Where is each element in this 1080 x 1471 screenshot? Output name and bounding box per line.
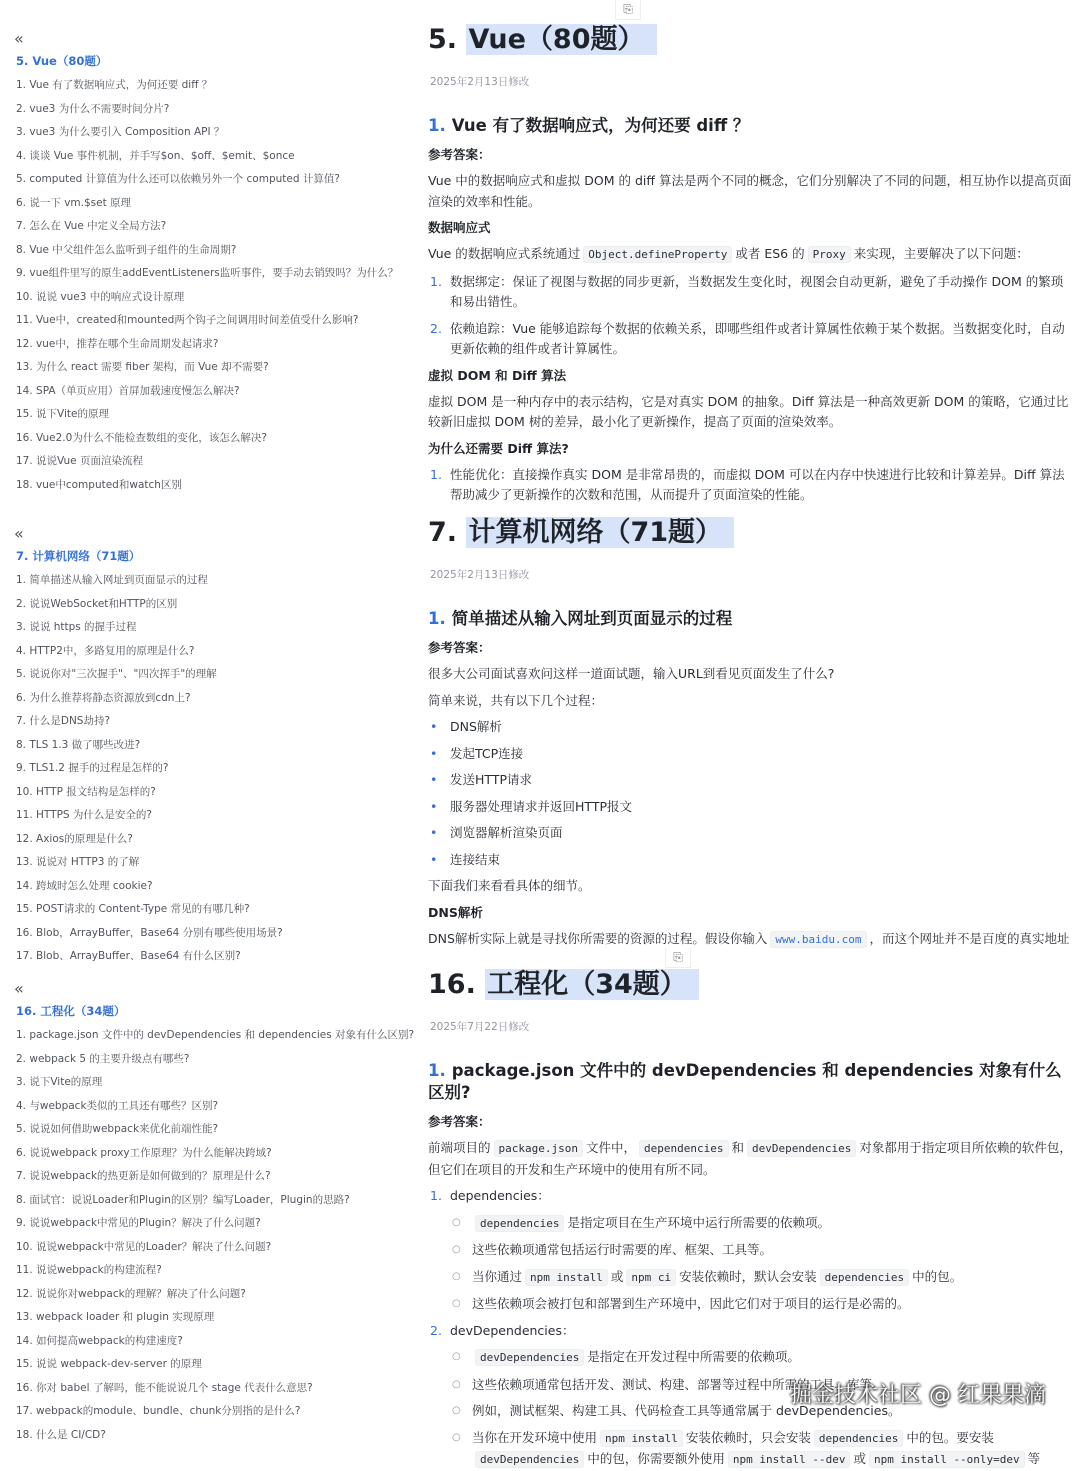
text-segment: 连接结束 (450, 851, 501, 867)
sidebar-item[interactable]: 13. webpack loader 和 plugin 实现原理 (16, 1311, 215, 1323)
section-number: 16. (428, 969, 486, 1000)
copy-link-icon[interactable]: ⎘ (665, 948, 691, 968)
sidebar-item[interactable]: 5. computed 计算值为什么还可以依赖另外一个 computed 计算值? (16, 173, 340, 185)
sidebar-item[interactable]: 17. 说说Vue 页面渲染流程 (16, 455, 143, 467)
sidebar-item[interactable]: 9. TLS1.2 握手的过程是怎样的? (16, 762, 169, 774)
text-segment: dependencies： (450, 1188, 550, 1203)
sidebar-item[interactable]: 12. vue中，推荐在哪个生命周期发起请求? (16, 337, 219, 350)
sidebar-section-title[interactable]: 16. 工程化（34题） (16, 1004, 126, 1018)
text-segment: 这些依赖项会被打包和部署到生产环境中，因此它们对于项目的运行是必需的。 (472, 1296, 910, 1311)
paragraph (428, 244, 1074, 266)
text-segment: 这些依赖项通常包括开发、测试、构建、部署等过程中所需的工具、库等。 (472, 1376, 885, 1392)
inline-code: Proxy (808, 246, 851, 263)
sidebar-item[interactable]: 15. 说说 webpack-dev-server 的原理 (16, 1358, 202, 1370)
bullet-icon: • (430, 851, 438, 867)
sidebar-item[interactable]: 4. 谈谈 Vue 事件机制，并手写$on、$off、$emit、$once (16, 149, 295, 162)
list-item (428, 465, 1074, 506)
inline-code: package.json (494, 1140, 583, 1157)
sidebar-item[interactable]: 18. 什么是 CI/CD? (16, 1428, 106, 1441)
section-title-text: Vue（80题） (466, 24, 656, 55)
sidebar-section (0, 30, 400, 500)
section-title-text: 计算机网络（71题） (466, 517, 734, 548)
sidebar-item[interactable]: 4. HTTP2中，多路复用的原理是什么? (16, 644, 195, 657)
doc-section (428, 955, 1074, 1466)
text-segment: 中的包。要安装 (906, 1429, 994, 1445)
list-item (428, 717, 1074, 738)
sidebar-item[interactable]: 10. HTTP 报文结构是怎样的? (16, 785, 156, 798)
bullet-icon: • (430, 745, 438, 761)
list-item (428, 1267, 1074, 1289)
paragraph (428, 392, 1074, 433)
subheading: 为什么还需要 Diff 算法? (428, 440, 569, 456)
text-segment: 这些依赖项通常包括运行时需要的库、框架、工具等。 (472, 1242, 773, 1257)
sidebar-item[interactable]: 2. webpack 5 的主要升级点有哪些? (16, 1052, 190, 1065)
text-segment: Vue 中的数据响应式和虚拟 DOM 的 diff 算法是两个不同的概念，它们分别解决了不同的问题，相互协作以提高页面渲染的效率和性能。 (428, 173, 1072, 209)
modified-date: 2025年2月13日修改 (430, 76, 530, 88)
circle-bullet-icon: ○ (452, 1244, 461, 1255)
sidebar-section (0, 524, 400, 962)
text-segment: 当你在开发环境中使用 (472, 1429, 598, 1445)
inline-code: devDependencies (475, 1451, 584, 1468)
collapse-icon[interactable]: « (14, 524, 24, 543)
sidebar-item[interactable]: 5. 说说你对"三次握手"、"四次挥手"的理解 (16, 668, 217, 680)
sidebar-item[interactable]: 1. package.json 文件中的 devDependencies 和 dependencies 对象有什么区别? (16, 1029, 415, 1041)
text-segment: 发送HTTP请求 (450, 772, 532, 787)
text-segment: 或者 ES6 的 (735, 246, 805, 261)
list-item (428, 1428, 1074, 1471)
text-segment: devDependencies： (450, 1322, 575, 1338)
list-item (428, 1213, 1074, 1235)
list-number: 1. (430, 273, 442, 289)
sidebar-item[interactable]: 6. 说一下 vm.$set 原理 (16, 196, 132, 209)
answer-label: 参考答案： (428, 640, 491, 655)
sidebar-item[interactable]: 17. webpack的module、bundle、chunk分别指的是什么? (16, 1405, 301, 1417)
question-title (428, 115, 1074, 137)
text-segment: 或 (610, 1268, 624, 1284)
text-segment: 当你通过 (472, 1268, 523, 1284)
sidebar-item[interactable]: 6. 说说webpack proxy工作原理？为什么能解决跨域? (16, 1146, 272, 1159)
question-title (428, 608, 1074, 630)
text-segment: 中的包，你需要额外使用 (587, 1451, 725, 1466)
text-segment: 前端项目的 (428, 1140, 491, 1155)
subheading: 数据响应式 (428, 220, 491, 235)
list-number: 2. (430, 1322, 442, 1338)
section-title (428, 513, 734, 553)
inline-code: devDependencies (475, 1349, 584, 1366)
circle-bullet-icon: ○ (452, 1351, 461, 1362)
sidebar-item[interactable]: 17. Blob、ArrayBuffer、Base64 有什么区别? (16, 950, 241, 962)
question-title (428, 1060, 1074, 1104)
inline-code: npm install (525, 1269, 608, 1286)
text-segment: DNS解析实际上就是寻找你所需要的资源的过程。假设你输入 (428, 930, 768, 946)
answer-label: 参考答案： (428, 147, 491, 162)
list-number: 2. (430, 320, 442, 336)
section-number: 5. (428, 24, 467, 55)
text-segment: 是指定在开发过程中所需要的依赖项。 (587, 1349, 800, 1364)
text-segment: 浏览器解析渲染页面 (450, 825, 563, 840)
sidebar-item[interactable]: 15. POST请求的 Content-Type 常见的有哪几种? (16, 903, 250, 915)
list-item (428, 1186, 1074, 1207)
sidebar-section-title[interactable]: 5. Vue（80题） (16, 54, 108, 68)
sidebar-item[interactable]: 2. vue3 为什么不需要时间分片? (16, 102, 170, 115)
text-segment: 虚拟 DOM 是一种内存中的表示结构，它是对真实 DOM 的抽象。Diff 算法是一种高效更新 DOM 的策略，它通过比较新旧虚拟 DOM 树的差异，最小化了更新操作，提高了页面的渲染效率。 (428, 393, 1069, 429)
list-item (428, 797, 1074, 818)
sidebar-item[interactable]: 15. 说下Vite的原理 (16, 408, 109, 420)
sidebar-item[interactable]: 16. 你对 babel 了解吗，能不能说说几个 stage 代表什么意思? (16, 1381, 313, 1394)
inline-code: dependencies (820, 1269, 909, 1286)
sidebar-item[interactable]: 1. 简单描述从输入网址到页面显示的过程 (16, 574, 208, 586)
sidebar-item[interactable]: 14. SPA（单页应用）首屏加载速度慢怎么解决? (16, 384, 240, 397)
sidebar-item[interactable]: 4. 与webpack类似的工具还有哪些？区别? (16, 1099, 219, 1112)
doc-section (428, 0, 1074, 502)
list-item (428, 770, 1074, 791)
text-segment: 服务器处理请求并返回HTTP报文 (450, 798, 632, 814)
paragraph (428, 171, 1074, 212)
circle-bullet-icon: ○ (452, 1270, 461, 1282)
sidebar-item[interactable]: 16. Blob，ArrayBuffer，Base64 分别有哪些使用场景? (16, 926, 283, 939)
list-number: 1. (430, 466, 442, 482)
inline-code: npm ci (626, 1269, 676, 1286)
inline-code: npm install --dev (728, 1451, 851, 1468)
subheading: DNS解析 (428, 904, 483, 920)
list-item (428, 744, 1074, 765)
sidebar-item[interactable]: 14. 如何提高webpack的构建速度? (16, 1334, 183, 1347)
sidebar-item[interactable]: 8. TLS 1.3 做了哪些改进? (16, 738, 141, 751)
sidebar-item[interactable]: 12. 说说你对webpack的理解？解决了什么问题? (16, 1287, 246, 1300)
question-number: 1. (428, 116, 446, 135)
collapse-icon[interactable]: « (14, 29, 24, 48)
inline-code: devDependencies (747, 1140, 856, 1157)
inline-code: Object.defineProperty (583, 246, 732, 263)
circle-bullet-icon: ○ (452, 1298, 461, 1309)
inline-code: npm install (600, 1430, 683, 1447)
paragraph (428, 1138, 1074, 1180)
list-item (428, 850, 1074, 871)
sidebar-section (0, 979, 415, 1443)
text-segment: 例如，测试框架、构建工具、代码检查工具等通常属于 devDependencies。 (472, 1403, 901, 1418)
sidebar-item[interactable]: 9. 说说webpack中常见的Plugin？解决了什么问题? (16, 1217, 261, 1229)
text-segment: 下面我们来看看具体的细节。 (428, 878, 591, 893)
question-text: 简单描述从输入网址到页面显示的过程 (451, 609, 733, 628)
circle-bullet-icon: ○ (452, 1216, 461, 1228)
sidebar-item[interactable]: 12. Axios的原理是什么? (16, 832, 133, 845)
text-segment: 依赖追踪：Vue 能够追踪每个数据的依赖关系，即哪些组件或者计算属性依赖于某个数据。当数据变化时，自动更新依赖的组件或者计算属性。 (450, 320, 1065, 356)
answer-label: 参考答案： (428, 1114, 491, 1129)
sidebar-item[interactable]: 18. vue中computed和watch区别 (16, 478, 182, 491)
section-number: 7. (428, 517, 467, 548)
paragraph (428, 664, 1074, 685)
sidebar-item[interactable]: 13. 为什么 react 需要 fiber 架构，而 Vue 却不需要? (16, 361, 269, 373)
text-segment: 很多大公司面试喜欢问这样一道面试题，输入URL到看见页面发生了什么? (428, 666, 835, 681)
section-title (428, 965, 699, 1005)
sidebar-item[interactable]: 8. Vue 中父组件怎么监听到子组件的生命周期? (16, 243, 237, 256)
text-segment: 性能优化：直接操作真实 DOM 是非常昂贵的，而虚拟 DOM 可以在内存中快速进行比较和计算差异。Diff 算法帮助减少了更新操作的次数和范围，从而提升了页面渲染的性能。 (450, 466, 1065, 502)
sidebar-item[interactable]: 11. Vue中，created和mounted两个钩子之间调用时间差值受什么影响? (16, 314, 359, 326)
section-title (428, 20, 657, 60)
text-segment: 中的包。 (912, 1268, 963, 1284)
list-item (428, 319, 1074, 360)
question-text: Vue 有了数据响应式，为何还要 diff ？ (451, 116, 750, 135)
text-segment: 等 (1027, 1451, 1041, 1466)
bullet-icon: • (430, 825, 438, 840)
modified-date: 2025年7月22日修改 (430, 1021, 530, 1033)
text-segment: ，而这个网址并不是百度的真实地址 (869, 930, 1070, 946)
text-segment: 安装依赖时，默认会安装 (679, 1268, 817, 1284)
sidebar-item[interactable]: 7. 说说webpack的热更新是如何做到的？原理是什么? (16, 1170, 271, 1182)
text-segment: 来实现，主要解决了以下问题： (853, 246, 1029, 261)
subheading: 虚拟 DOM 和 Diff 算法 (428, 367, 567, 383)
sidebar-item[interactable]: 10. 说说 vue3 中的响应式设计原理 (16, 290, 185, 303)
sidebar-item[interactable]: 7. 什么是DNS劫持? (16, 715, 111, 727)
sidebar-item[interactable]: 14. 跨域时怎么处理 cookie? (16, 879, 153, 892)
copy-link-icon[interactable]: ⎘ (615, 0, 641, 20)
sidebar-item[interactable]: 2. 说说WebSocket和HTTP的区别 (16, 597, 178, 610)
section-title-text: 工程化（34题） (485, 969, 699, 1000)
bullet-icon: • (430, 719, 438, 734)
circle-bullet-icon: ○ (452, 1405, 461, 1416)
sidebar-item[interactable]: 9. vue组件里写的原生addEventListeners监听事件，要手动去销毁吗？为什么？ (16, 267, 399, 279)
sidebar-item[interactable]: 13. 说说对 HTTP3 的了解 (16, 856, 140, 868)
modified-date: 2025年2月13日修改 (430, 569, 530, 581)
sidebar-item[interactable]: 3. 说说 https 的握手过程 (16, 621, 137, 633)
list-item (428, 1347, 1074, 1369)
inline-code: npm install --only=dev (869, 1451, 1025, 1468)
text-segment: 文件中， (586, 1140, 637, 1155)
text-segment: 和 (731, 1140, 745, 1155)
text-segment: Vue 的数据响应式系统通过 (428, 246, 581, 261)
inline-code: dependencies (639, 1140, 728, 1157)
sidebar-item[interactable]: 5. 说说如何借助webpack来优化前端性能? (16, 1123, 219, 1135)
text-segment: 数据绑定：保证了视图与数据的同步更新，当数据发生变化时，视图会自动更新，避免了手动操作 DOM 的繁琐和易出错性。 (450, 273, 1064, 309)
list-item (428, 272, 1074, 313)
inline-code: dependencies (475, 1215, 564, 1232)
bullet-icon: • (430, 772, 438, 787)
sidebar-list (16, 77, 399, 500)
circle-bullet-icon: ○ (452, 1431, 461, 1443)
paragraph (428, 929, 1074, 951)
sidebar-list (16, 572, 396, 972)
text-segment: 是指定项目在生产环境中运行所需要的依赖项。 (567, 1214, 830, 1230)
sidebar-item[interactable]: 3. vue3 为什么要引入 Composition API ？ (16, 126, 225, 138)
sidebar-item[interactable]: 3. 说下Vite的原理 (16, 1076, 103, 1088)
sidebar-item[interactable]: 1. Vue 有了数据响应式，为何还要 diff ？ (16, 79, 213, 91)
inline-link[interactable]: www.baidu.com (770, 931, 866, 948)
text-segment: 发起TCP连接 (450, 745, 524, 761)
list-item (428, 1294, 1074, 1315)
bullet-icon: • (430, 798, 438, 814)
doc-section (428, 505, 1074, 952)
sidebar-item[interactable]: 8. 面试官：说说Loader和Plugin的区别？编写Loader，Plugin的思路? (16, 1193, 350, 1206)
sidebar-item[interactable]: 10. 说说webpack中常见的Loader？解决了什么问题? (16, 1240, 272, 1253)
text-segment: 安装依赖时，只会安装 (685, 1429, 811, 1445)
collapse-icon[interactable]: « (14, 979, 24, 998)
question-number: 1. (428, 1061, 446, 1080)
sidebar-item[interactable]: 16. Vue2.0为什么不能检查数组的变化，该怎么解决? (16, 431, 267, 444)
list-number: 1. (430, 1188, 442, 1203)
watermark: 掘金技术社区 @ 红果果滴 (790, 1383, 1046, 1408)
paragraph (428, 691, 1074, 712)
list-item (428, 1240, 1074, 1261)
list-item (428, 1321, 1074, 1342)
inline-code: dependencies (814, 1430, 903, 1447)
paragraph (428, 876, 1074, 897)
text-segment: DNS解析 (450, 719, 502, 734)
sidebar-list (16, 1027, 415, 1450)
list-item (428, 823, 1074, 844)
question-text: package.json 文件中的 devDependencies 和 dependencies 对象有什么区别? (428, 1061, 1062, 1102)
text-segment: 或 (853, 1451, 866, 1466)
text-segment: 对象都用于指定项目所依赖的软件包，但它们在项目的开发和生产环境中的使用有所不同。 (428, 1140, 1072, 1177)
sidebar-item[interactable]: 11. HTTPS 为什么是安全的? (16, 809, 152, 821)
sidebar-item[interactable]: 11. 说说webpack的构建流程? (16, 1264, 162, 1276)
sidebar-item[interactable]: 6. 为什么推荐将静态资源放到cdn上? (16, 691, 191, 704)
sidebar-section-title[interactable]: 7. 计算机网络（71题） (16, 549, 141, 563)
text-segment: 简单来说，共有以下几个过程： (428, 692, 604, 708)
question-number: 1. (428, 609, 446, 628)
circle-bullet-icon: ○ (452, 1378, 461, 1390)
sidebar-item[interactable]: 7. 怎么在 Vue 中定义全局方法? (16, 220, 167, 232)
